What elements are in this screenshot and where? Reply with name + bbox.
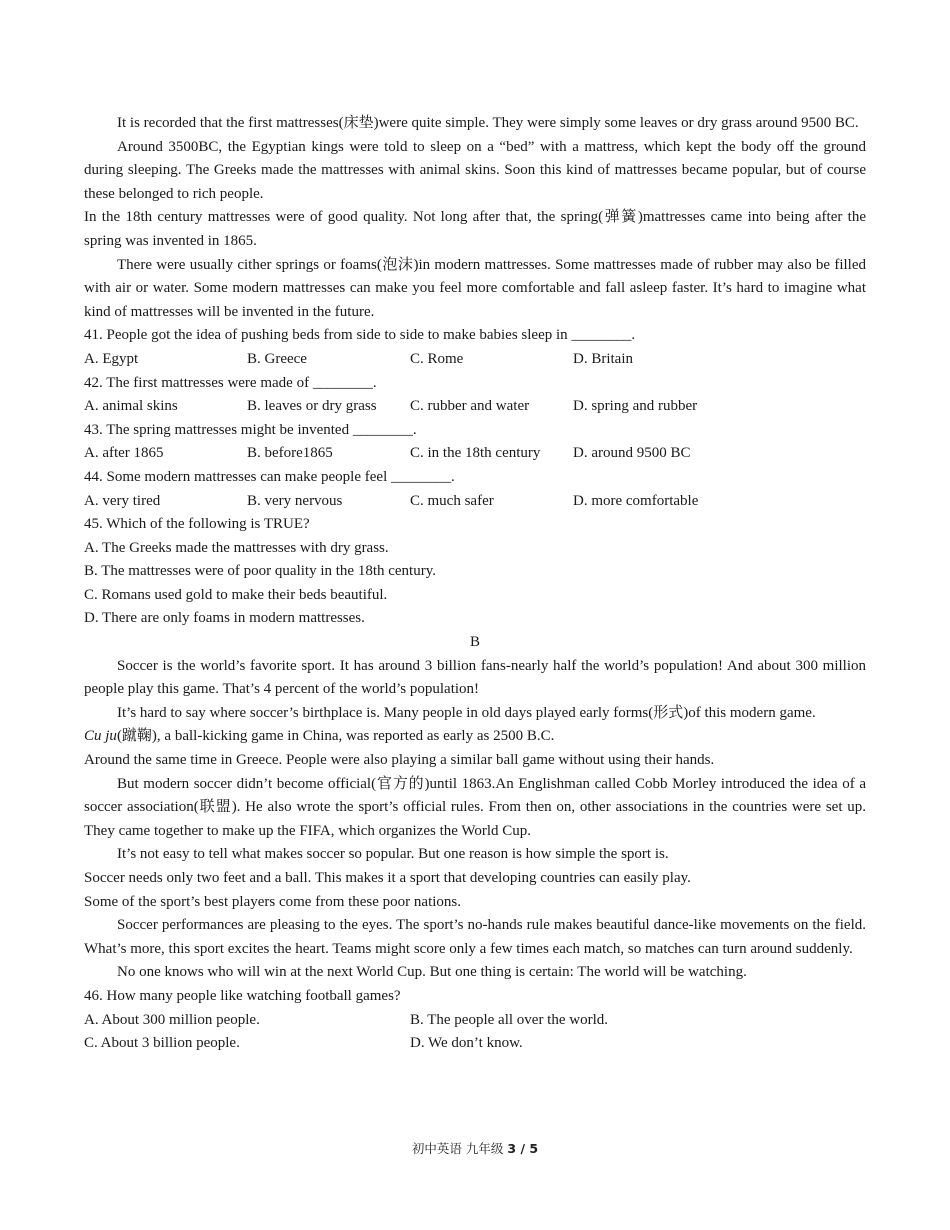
- option-a: A. very tired: [84, 492, 161, 509]
- option-a: A. after 1865: [84, 445, 164, 462]
- passage-b-text: (蹴鞠), a ball-kicking game in China, was reported as early as 2500 B.C.: [116, 728, 555, 745]
- option-row: [84, 348, 866, 372]
- page-footer: [0, 1139, 950, 1157]
- passage-b-paragraph: It’s hard to say where soccer’s birthplace is. Many people in old days played early forms(形式)of this modern game.: [117, 704, 816, 721]
- section-b-heading: B: [469, 634, 480, 651]
- question-stem: 45. Which of the following is TRUE?: [84, 516, 310, 533]
- passage-a-paragraph: It is recorded that the first mattresses(床垫)were quite simple. They were simply some leaves or dry grass around 9500 BC.: [117, 115, 859, 131]
- question-stem: 44. Some modern mattresses can make people feel ________.: [84, 468, 455, 485]
- option-d: D. around 9500 BC: [573, 445, 691, 462]
- question-45: [84, 513, 866, 631]
- option-c: C. in the 18th century: [410, 445, 541, 462]
- option-a: A. Egypt: [84, 350, 139, 367]
- page-number: 3 / 5: [507, 1141, 539, 1156]
- question-46: [84, 985, 866, 1056]
- footer-label: 初中英语 九年级: [411, 1141, 504, 1156]
- passage-b-paragraph: Around the same time in Greece. People were also playing a similar ball game without using their hands.: [84, 752, 715, 769]
- option-d: D. more comfortable: [573, 492, 699, 509]
- option-a: A. animal skins: [84, 398, 178, 415]
- option-d: D. We don’t know.: [410, 1035, 523, 1052]
- option-b: B. Greece: [247, 350, 307, 367]
- document-page: [84, 112, 866, 1056]
- passage-b-paragraph: It’s not easy to tell what makes soccer so popular. But one reason is how simple the sport is.: [117, 846, 669, 863]
- option-b: B. before1865: [247, 445, 333, 462]
- passage-b-paragraph: Soccer needs only two feet and a ball. This makes it a sport that developing countries can easily play.: [84, 870, 691, 886]
- option-row: [84, 1009, 866, 1033]
- question-41: [84, 324, 866, 371]
- question-stem: 41. People got the idea of pushing beds from side to side to make babies sleep in ________.: [84, 327, 636, 344]
- passage-b-paragraph: [84, 725, 866, 749]
- option-row: [84, 490, 866, 514]
- question-44: [84, 466, 866, 513]
- option-b: B. The people all over the world.: [410, 1011, 609, 1028]
- option-b: B. The mattresses were of poor quality in the 18th century.: [84, 563, 436, 580]
- option-a: A. The Greeks made the mattresses with dry grass.: [84, 539, 389, 556]
- option-row: [84, 1032, 866, 1056]
- question-stem: 46. How many people like watching football games?: [84, 987, 401, 1004]
- option-b: B. very nervous: [247, 492, 343, 509]
- option-c: C. Romans used gold to make their beds beautiful.: [84, 586, 388, 603]
- option-row: [84, 442, 866, 466]
- option-c: C. much safer: [410, 492, 494, 509]
- cu-ju-term: Cu ju: [84, 728, 117, 745]
- passage-b-paragraph: Soccer performances are pleasing to the eyes. The sport’s no-hands rule makes beautiful dance-like movements on the field. What’s more, this sport excites the heart. Teams might score only a few times each match, so matches can turn around suddenly.: [84, 917, 866, 957]
- passage-b-paragraph: Some of the sport’s best players come from these poor nations.: [84, 893, 462, 910]
- passage-b-paragraph: No one knows who will win at the next World Cup. But one thing is certain: The world will be watching.: [117, 964, 747, 981]
- passage-b-paragraph: But modern soccer didn’t become official(官方的)until 1863.An Englishman called Cobb Morley introduced the idea of a soccer association(联盟). He also wrote the sport’s official rules. From then on, other associations in the countries were set up. They came together to make up the FIFA, which organizes the World Cup.: [84, 775, 866, 839]
- question-stem: 43. The spring mattresses might be invented ________.: [84, 421, 417, 438]
- passage-b-paragraph: Soccer is the world’s favorite sport. It has around 3 billion fans-nearly half the world’s population! And about 300 million people play this game. That’s 4 percent of the world’s population!: [84, 657, 866, 698]
- option-a: A. About 300 million people.: [84, 1011, 260, 1028]
- option-row: [84, 395, 866, 419]
- option-b: B. leaves or dry grass: [247, 398, 377, 415]
- option-d: D. There are only foams in modern mattresses.: [84, 610, 365, 627]
- option-d: D. spring and rubber: [573, 398, 698, 415]
- option-c: C. rubber and water: [410, 398, 530, 415]
- question-42: [84, 372, 866, 419]
- question-43: [84, 419, 866, 466]
- passage-a-paragraph: Around 3500BC, the Egyptian kings were told to sleep on a “bed” with a mattress, which kept the body off the ground during sleeping. The Greeks made the mattresses with animal skins. Soon this kind of mattresses became popular, but of course these belonged to rich people.: [84, 138, 866, 202]
- option-c: C. About 3 billion people.: [84, 1035, 240, 1052]
- passage-a-paragraph: In the 18th century mattresses were of good quality. Not long after that, the spring(弹簧)mattresses came into being after the spring was invented in 1865.: [84, 209, 866, 249]
- question-stem: 42. The first mattresses were made of ________.: [84, 374, 377, 391]
- option-d: D. Britain: [573, 350, 633, 367]
- passage-a-paragraph: There were usually cither springs or foams(泡沫)in modern mattresses. Some mattresses made of rubber may also be filled with air or water. Some modern mattresses can make you feel more comfortable and fall asleep faster. It’s hard to imagine what kind of mattresses will be invented in the future.: [84, 256, 866, 320]
- option-c: C. Rome: [410, 350, 464, 367]
